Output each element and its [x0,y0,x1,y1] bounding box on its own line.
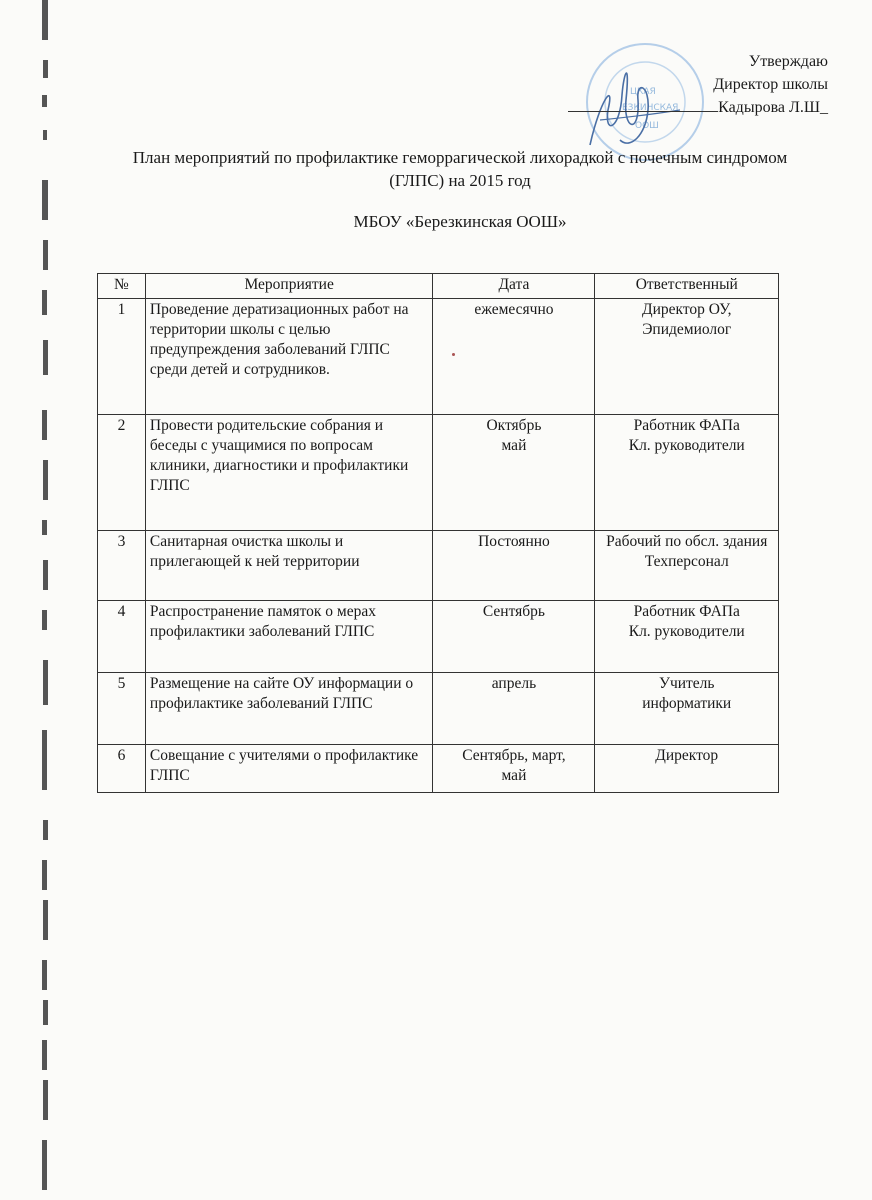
approval-line-2: Директор школы [713,76,828,93]
row-activity: Размещение на сайте ОУ информации о профилактике заболеваний ГЛПС [145,673,432,745]
activities-table [97,273,779,793]
table-header-row [98,274,779,299]
row-number: 5 [98,673,146,745]
svg-text:ЦКАЯ: ЦКАЯ [630,87,656,97]
school-name: МБОУ «Березкинская ООШ» [353,212,567,231]
header-date: Дата [433,274,595,299]
row-activity: Проведение дератизационных работ на территории школы с целью предупреждения заболеваний ГЛПС среди детей и сотрудников. [145,299,432,415]
row-number: 6 [98,745,146,793]
row-activity: Распространение памяток о мерах профилактики заболеваний ГЛПС [145,601,432,673]
row-number: 4 [98,601,146,673]
table-row [98,415,779,531]
document-title: План мероприятий по профилактике геморрагической лихорадкой с почечным синдромом (ГЛПС) на 2015 год [132,148,788,190]
row-number: 3 [98,531,146,601]
signature-line [568,111,718,112]
row-responsible: Директор ОУ, Эпидемиолог [595,299,779,415]
row-date: Сентябрь, март, май [433,745,595,793]
approval-line-3 [568,96,828,119]
row-activity: Совещание с учителями о профилактике ГЛПС [145,745,432,793]
header-number: № [98,274,146,299]
svg-text:ООШ: ООШ [635,121,659,131]
row-date: Сентябрь [433,601,595,673]
row-date: Постоянно [433,531,595,601]
header-responsible: Ответственный [595,274,779,299]
table-row [98,601,779,673]
table-row [98,745,779,793]
row-number: 1 [98,299,146,415]
scan-binding-marks [36,0,52,1200]
row-date: апрель [433,673,595,745]
row-responsible: Работник ФАПа Кл. руководители [595,601,779,673]
row-date: Октябрь май [433,415,595,531]
row-responsible: Директор [595,745,779,793]
table-row [98,531,779,601]
row-responsible: Работник ФАПа Кл. руководители [595,415,779,531]
row-number: 2 [98,415,146,531]
row-responsible: Рабочий по обсл. здания Техперсонал [595,531,779,601]
approval-line-1: Утверждаю [748,53,828,70]
row-responsible: Учитель информатики [595,673,779,745]
row-date: ежемесячно [433,299,595,415]
approval-name: Кадырова Л.Ш_ [718,99,828,116]
row-activity: Санитарная очистка школы и прилегающей к ней территории [145,531,432,601]
approval-block [568,50,828,119]
header-activity: Мероприятие [145,274,432,299]
table-row [98,299,779,415]
table-row [98,673,779,745]
svg-text:ЕЗКИНСКАЯ: ЕЗКИНСКАЯ [622,103,679,113]
row-activity: Провести родительские собрания и беседы с учащимися по вопросам клиники, диагностики и профилактики ГЛПС [145,415,432,531]
